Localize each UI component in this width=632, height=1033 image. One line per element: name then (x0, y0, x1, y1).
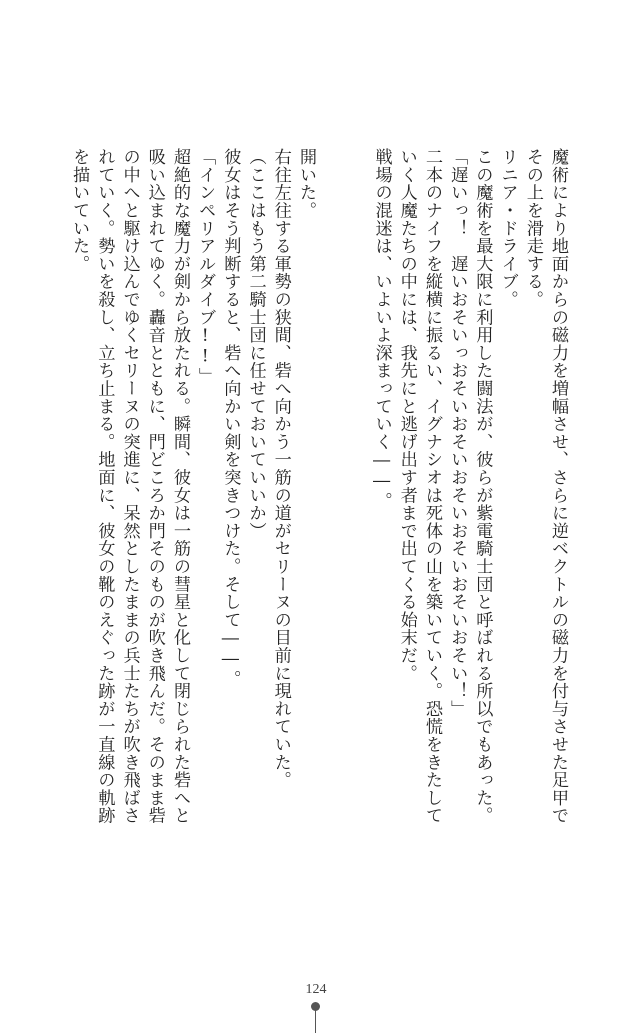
page-number: 124 (305, 982, 327, 997)
vertical-body-text: 魔術により地面からの磁力を増幅させ、さらに逆ベクトルの磁力を付与させた足甲でその上を滑走する。 リニア・ドライブ。 この魔術を最大限に利用した闘法が、彼らが紫電騎士団と呼ばれる所以でもあった。 「遅いっ！ 遅いおそいっおそいおそいおそいおそいおそいおそい！」 二本のナイフを縦横に振るい、イグナシオは死体の山を築いていく。恐慌をきたしていく人魔たちの中には、我先にと逃げ出す者まで出てくる始末だ。 戦場の混迷は、いよいよ深まっていく――。 開いた。 右往左往する軍勢の狭間、砦へ向かう一筋の道がセリーヌの目前に現れていた。 （ここはもう第二騎士団に任せておいていいか） 彼女はそう判断すると、砦へ向かい剣を突きつけた。そして――。 「インペリアルダイブ!!」 超絶的な魔力が剣から放たれる。瞬間、彼女は一筋の彗星と化して閉じられた砦へと吸い込まれてゆく。轟音とともに、門どころか門そのものが吹き飛んだ。そのまま砦の中へと駆け込んでゆくセリーヌの突進に、呆然としたままの兵士たちが吹き飛ばされていく。勢いを殺し、立ち止まる。地面に、彼女の靴のえぐった跡が一直線の軌跡を描いていた。 (69, 148, 568, 825)
folio-vertical-rule (315, 1010, 316, 1033)
